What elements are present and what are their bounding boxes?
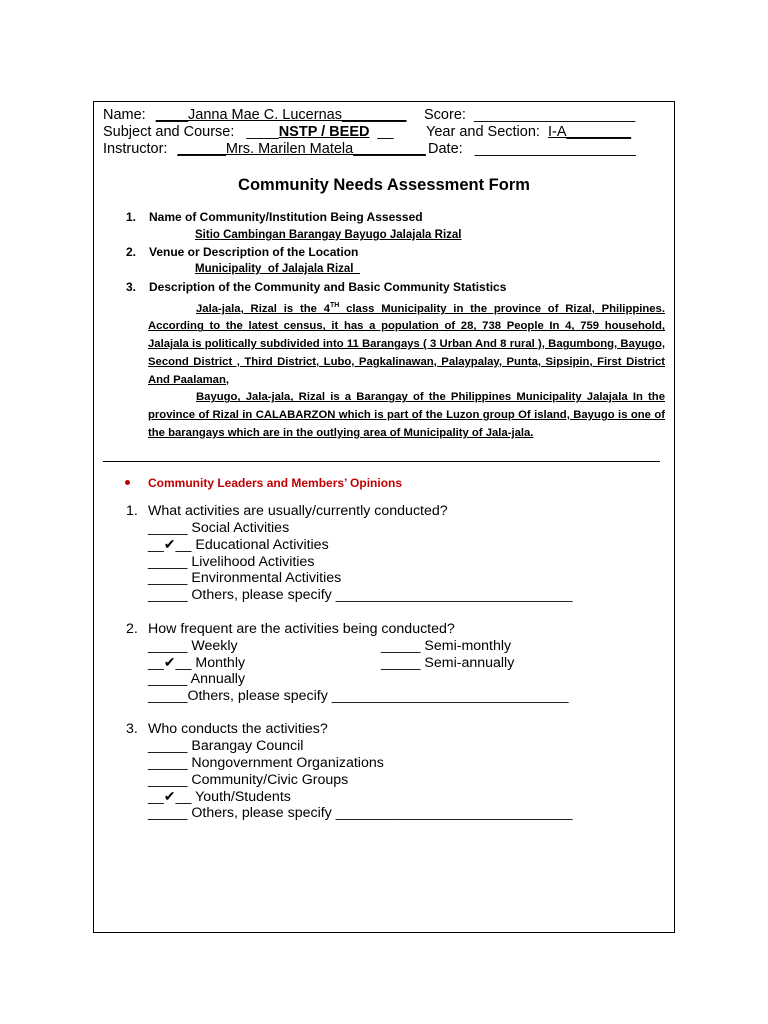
q3-option-civic-groups[interactable]: _____ Community/Civic Groups bbox=[148, 772, 349, 788]
instructor-label: Instructor: bbox=[103, 141, 168, 157]
section-3-number: 3. bbox=[126, 280, 137, 294]
question-2-text: How frequent are the activities being conducted? bbox=[148, 621, 455, 637]
score-value: ____________________ bbox=[473, 107, 636, 123]
score-row bbox=[424, 107, 635, 123]
opinions-heading: Community Leaders and Members’ Opinions bbox=[148, 476, 403, 490]
subject-row bbox=[103, 124, 394, 140]
subject-value: NSTP / BEED bbox=[278, 124, 370, 140]
section-1-label: Name of Community/Institution Being Assessed bbox=[149, 210, 423, 224]
q3-option-ngo[interactable]: _____ Nongovernment Organizations bbox=[148, 755, 384, 771]
name-label: Name: bbox=[103, 107, 146, 123]
name-row bbox=[103, 107, 406, 123]
year-row bbox=[426, 124, 631, 140]
description-paragraph-2: Bayugo, Jala-jala, Rizal is a Barangay of the Philippines Municipality Jalajala In the province of Rizal in CALABARZON which is part of the Luzon group Of island, Bayugo is one of the barangays which are in the outlying area of Municipality of Jala-jala. bbox=[148, 391, 665, 439]
q1-option-educational[interactable]: __✔__ Educational Activities bbox=[148, 537, 329, 553]
q2-option-monthly[interactable]: __✔__ Monthly bbox=[148, 655, 246, 671]
instructor-row bbox=[103, 141, 426, 157]
q2-option-semi-annually[interactable]: _____ Semi-annually bbox=[381, 655, 515, 671]
subject-label: Subject and Course: bbox=[103, 124, 235, 140]
subject-underscore-post: __ bbox=[377, 124, 394, 140]
q1-option-environmental[interactable]: _____ Environmental Activities bbox=[148, 570, 342, 586]
date-row bbox=[428, 141, 636, 157]
score-label: Score: bbox=[424, 107, 466, 123]
section-1-number: 1. bbox=[126, 210, 137, 224]
q2-option-annually[interactable]: _____ Annually bbox=[148, 671, 246, 687]
q2-option-others[interactable]: _____Others, please specify ______________________________ bbox=[148, 688, 569, 704]
bullet-icon bbox=[125, 480, 130, 485]
form-title: Community Needs Assessment Form bbox=[238, 176, 530, 194]
question-1-text: What activities are usually/currently conducted? bbox=[148, 503, 448, 519]
q2-option-weekly[interactable]: _____ Weekly bbox=[148, 638, 238, 654]
section-2-label: Venue or Description of the Location bbox=[149, 245, 359, 259]
date-value: ____________________ bbox=[474, 141, 636, 157]
question-3-text: Who conducts the activities? bbox=[148, 721, 328, 737]
year-label: Year and Section: bbox=[426, 124, 540, 140]
year-value: I-A________ bbox=[547, 124, 632, 140]
question-1-number: 1. bbox=[126, 503, 138, 519]
question-2-number: 2. bbox=[126, 621, 138, 637]
q1-option-others[interactable]: _____ Others, please specify ______________________________ bbox=[148, 587, 573, 603]
section-1-answer: Sitio Cambingan Barangay Bayugo Jalajala Rizal bbox=[195, 229, 462, 241]
q3-option-youth-students[interactable]: __✔__ Youth/Students bbox=[148, 789, 291, 805]
section-3-label: Description of the Community and Basic Community Statistics bbox=[149, 280, 507, 294]
q3-option-barangay-council[interactable]: _____ Barangay Council bbox=[148, 738, 304, 754]
description-paragraph-1: Jala-jala, Rizal is the 4TH class Municipality in the province of Rizal, Philippines. According to the latest census, it has a population of 28, 738 People In 4, 759 household, Jalajala is politically subdivided into 11 Barangays ( 3 Urban And 8 rural ), Bagumbong, Bayugo, Second District , Third District, Lubo, Pagkalinawan, Palaypalay, Punta, Sipsipin, First District And Paalaman, bbox=[148, 302, 665, 386]
q1-option-livelihood[interactable]: _____ Livelihood Activities bbox=[148, 554, 315, 570]
section-divider bbox=[103, 461, 660, 462]
section-2-number: 2. bbox=[126, 245, 137, 259]
subject-underscore-pre: ____ bbox=[246, 124, 279, 140]
q2-option-semi-monthly[interactable]: _____ Semi-monthly bbox=[381, 638, 512, 654]
q1-option-social[interactable]: _____ Social Activities bbox=[148, 520, 290, 536]
date-label: Date: bbox=[428, 141, 463, 157]
q3-option-others[interactable]: _____ Others, please specify ______________________________ bbox=[148, 805, 573, 821]
section-2-answer: Municipality of Jalajala Rizal bbox=[195, 263, 360, 275]
community-description bbox=[148, 297, 665, 442]
question-3-number: 3. bbox=[126, 721, 138, 737]
instructor-value: ______Mrs. Marilen Matela_________ bbox=[177, 141, 426, 157]
name-value: ____Janna Mae C. Lucernas________ bbox=[155, 107, 407, 123]
